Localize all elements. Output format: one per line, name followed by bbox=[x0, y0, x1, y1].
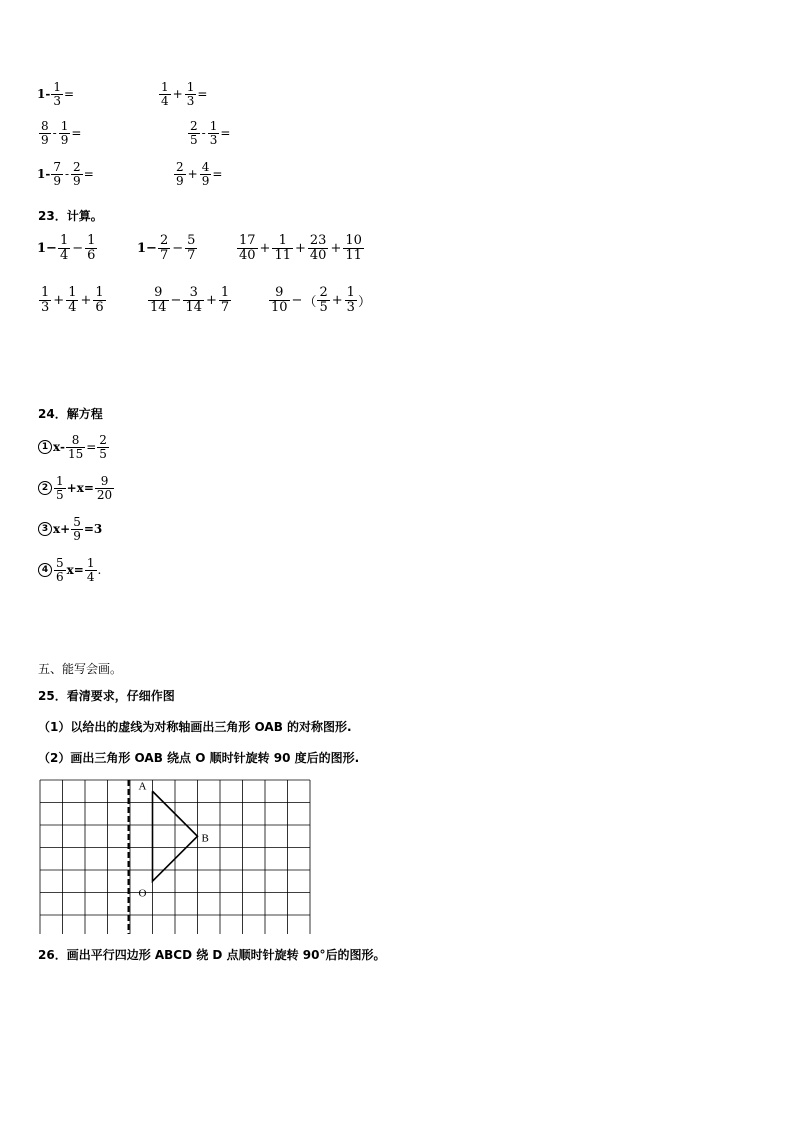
question-25-instruction-1: （1）以给出的虚线为对称轴画出三角形 OAB 的对称图形. bbox=[38, 720, 352, 734]
fraction: $\frac{1}{9}$ bbox=[60, 119, 69, 147]
section-5-title: 五、能写会画。 bbox=[38, 662, 123, 676]
equation-2: 2 $\frac{1}{5}$ +x= $\frac{9}{20}$ bbox=[38, 475, 115, 501]
calc-two-ninths-plus-four-ninths: $\frac{2}{9}$ + $\frac{4}{9}$ = bbox=[176, 160, 223, 188]
grid-lines bbox=[40, 780, 310, 934]
calc-23-4: $\frac{1}{3}$ + $\frac{1}{4}$ + $\frac{1}{6}$ bbox=[41, 285, 104, 315]
fraction: $\frac{2}{9}$ bbox=[73, 160, 81, 188]
calc-23-5: $\frac{9}{14}$ − $\frac{3}{14}$ + $\frac{1}{7}$ bbox=[150, 285, 230, 315]
fraction: $\frac{1}{4}$ bbox=[68, 285, 77, 315]
point-label-a: A bbox=[138, 780, 147, 793]
equation-3: 3 x+ $\frac{5}{9}$ =3 bbox=[38, 516, 102, 542]
question-23-title: 23．计算。 bbox=[38, 209, 103, 223]
fraction: $\frac{4}{9}$ bbox=[201, 160, 210, 188]
fraction: $\frac{1}{4}$ bbox=[161, 80, 169, 108]
point-label-o: O bbox=[138, 887, 147, 900]
fraction: $\frac{2}{5}$ bbox=[99, 433, 107, 461]
fraction: $\frac{1}{4}$ bbox=[59, 233, 69, 263]
grid-figure bbox=[38, 778, 314, 934]
fraction: $\frac{2}{7}$ bbox=[159, 233, 169, 263]
calc-23-2: 1− $\frac{2}{7}$ − $\frac{5}{7}$ bbox=[137, 233, 196, 263]
calc-23-1: 1− $\frac{1}{4}$ − $\frac{1}{6}$ bbox=[37, 233, 96, 263]
fraction: $\frac{5}{7}$ bbox=[187, 233, 196, 263]
fraction: $\frac{2}{5}$ bbox=[190, 119, 198, 147]
fraction: $\frac{1}{3}$ bbox=[53, 80, 61, 108]
fraction: $\frac{1}{4}$ bbox=[86, 556, 95, 584]
circled-number: 2 bbox=[38, 481, 52, 495]
equation-1: 1 x- $\frac{8}{15}$ = $\frac{2}{5}$ bbox=[38, 434, 110, 460]
calc-23-3: $\frac{17}{40}$ + $\frac{1}{11}$ + $\frac{23}{40}$ + $\frac{10}{11}$ bbox=[239, 233, 362, 263]
fraction: $\frac{8}{15}$ bbox=[67, 433, 84, 461]
fraction: $\frac{5}{6}$ bbox=[56, 556, 64, 584]
fraction: $\frac{1}{11}$ bbox=[274, 233, 291, 263]
question-24-title: 24．解方程 bbox=[38, 407, 103, 421]
fraction: $\frac{9}{14}$ bbox=[150, 285, 167, 315]
question-25-instruction-2: （2）画出三角形 OAB 绕点 O 顺时针旋转 90 度后的图形. bbox=[38, 751, 360, 765]
fraction: $\frac{2}{9}$ bbox=[176, 160, 184, 188]
circled-number: 4 bbox=[38, 563, 52, 577]
point-label-b: B bbox=[201, 832, 209, 845]
fraction: $\frac{1}{3}$ bbox=[209, 119, 218, 147]
calc-23-6: $\frac{9}{10}$ − （ $\frac{2}{5}$ + $\frac{1}{3}$ ） bbox=[271, 285, 371, 315]
fraction: $\frac{8}{9}$ bbox=[41, 119, 49, 147]
calc-quarter-plus-third: $\frac{1}{4}$ + $\frac{1}{3}$ = bbox=[161, 80, 208, 108]
circled-number: 1 bbox=[38, 440, 52, 454]
fraction: $\frac{1}{3}$ bbox=[186, 80, 195, 108]
fraction: $\frac{17}{40}$ bbox=[239, 233, 256, 263]
fraction: $\frac{1}{6}$ bbox=[87, 233, 96, 263]
calc-eight-ninths-minus-one-ninth: $\frac{8}{9}$ - $\frac{1}{9}$ = bbox=[41, 119, 82, 147]
fraction: $\frac{1}{3}$ bbox=[346, 285, 355, 315]
fraction: $\frac{1}{6}$ bbox=[95, 285, 104, 315]
fraction: $\frac{7}{9}$ bbox=[53, 160, 61, 188]
fraction: $\frac{3}{14}$ bbox=[185, 285, 202, 315]
fraction: $\frac{5}{9}$ bbox=[73, 515, 81, 543]
calc-1-minus-seven-ninths-minus-two-ninths: 1- $\frac{7}{9}$ - $\frac{2}{9}$ = bbox=[37, 160, 94, 188]
fraction: $\frac{10}{11}$ bbox=[345, 233, 362, 263]
calc-1-minus-one-third: 1- $\frac{1}{3}$ = bbox=[37, 80, 75, 108]
circled-number: 3 bbox=[38, 522, 52, 536]
question-25-title: 25．看清要求，仔细作图 bbox=[38, 689, 175, 703]
fraction: $\frac{9}{20}$ bbox=[96, 474, 113, 502]
question-26-title: 26．画出平行四边形 ABCD 绕 D 点顺时针旋转 90°后的图形。 bbox=[38, 948, 386, 962]
fraction: $\frac{1}{5}$ bbox=[56, 474, 64, 502]
equation-4: 4 $\frac{5}{6}$ x= $\frac{1}{4}$ . bbox=[38, 557, 101, 583]
calc-two-fifths-minus-one-third: $\frac{2}{5}$ - $\frac{1}{3}$ = bbox=[190, 119, 231, 147]
fraction: $\frac{1}{3}$ bbox=[41, 285, 50, 315]
fraction: $\frac{23}{40}$ bbox=[309, 233, 327, 263]
fraction: $\frac{1}{7}$ bbox=[220, 285, 230, 315]
fraction: $\frac{9}{10}$ bbox=[271, 285, 288, 315]
fraction: $\frac{2}{5}$ bbox=[319, 285, 328, 315]
